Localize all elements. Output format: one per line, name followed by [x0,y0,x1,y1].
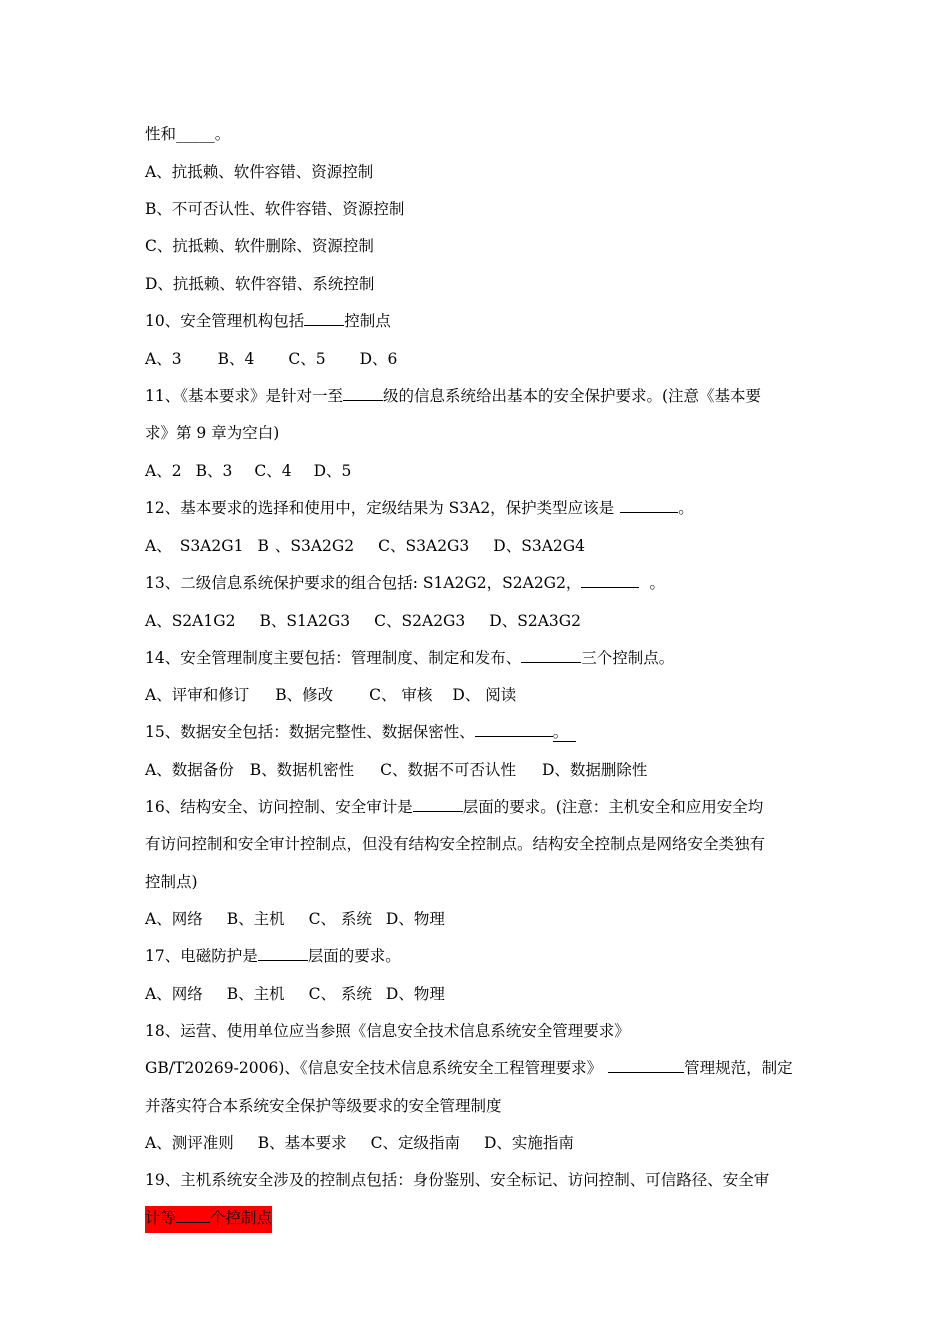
q15-stem-part2: 。 [553,723,577,742]
q10-stem [145,311,810,331]
q16-option-c: C、 系统 [308,910,372,928]
q19-blank [176,1208,210,1223]
q16-option-d: D、物理 [385,910,445,928]
q16-blank [413,797,463,812]
q11-stem-part1: 11、《基本要求》是针对一至 [145,387,343,405]
q15-blank [475,722,553,737]
q13-option-c: C、S2A2G3 [374,612,466,630]
q16-stem [145,797,810,817]
q13-stem-part2: 。 [649,574,665,592]
q11-stem-cont: 求》第 9 章为空白) [145,424,280,442]
q17-option-a: A、网络 [145,985,203,1003]
q16-stem-cont2: 控制点) [145,873,198,891]
q18-options [145,1133,810,1153]
q18-stem-cont1 [145,1058,810,1078]
q17-stem-part2: 层面的要求。 [307,947,401,965]
q19-stem-part2: 计等 [145,1209,177,1227]
q17-option-b: B、主机 [226,985,285,1003]
q9-option-c: C、抗抵赖、软件删除、资源控制 [145,237,374,255]
q11-option-c: C、4 [254,462,292,480]
q9-option-a: A、抗抵赖、软件容错、资源控制 [145,163,374,181]
q9-continuation: 性和_____。 [145,125,231,143]
q12-option-d: D、S3A2G4 [493,537,586,555]
q13-option-a: A、S2A1G2 [145,612,236,630]
q12-options [145,536,810,556]
q14-stem-part1: 14、安全管理制度主要包括：管理制度、制定和发布、 [145,649,522,667]
q11-stem [145,386,810,406]
q16-stem-part1: 16、结构安全、访问控制、安全审计是 [145,798,413,816]
q11-options [145,461,810,481]
q15-options [145,760,810,780]
q12-stem-part1: 12、基本要求的选择和使用中，定级结果为 S3A2，保护类型应该是 [145,499,615,517]
q18-option-b: B、基本要求 [257,1134,347,1152]
q13-option-d: D、S2A3G2 [489,612,582,630]
q10-stem-part2: 控制点 [344,312,391,330]
q11-stem-part2: 级的信息系统给出基本的安全保护要求。(注意《基本要 [382,387,762,405]
q9-option-d: D、抗抵赖、软件容错、系统控制 [145,275,375,293]
q11-option-b: B、3 [195,462,233,480]
q10-options [145,349,810,369]
q18-option-d: D、实施指南 [483,1134,574,1152]
q18-option-c: C、定级指南 [370,1134,460,1152]
q13-option-b: B、S1A2G3 [259,612,351,630]
q14-stem [145,648,810,668]
q12-stem-part2: 。 [678,499,694,517]
q11-blank [343,386,383,401]
q15-option-c: C、数据不可否认性 [380,761,516,779]
q15-stem [145,722,810,742]
q14-stem-part2: 三个控制点。 [581,649,675,667]
q18-stem-part3: 管理规范，制定 [684,1059,793,1077]
q19-highlight [145,1206,272,1233]
q17-stem [145,946,810,966]
q18-option-a: A、测评准则 [145,1134,234,1152]
q19-stem: 19、主机系统安全涉及的控制点包括：身份鉴别、安全标记、访问控制、可信路径、安全审 [145,1171,770,1189]
q15-stem-part1: 15、数据安全包括：数据完整性、数据保密性、 [145,723,475,741]
q13-stem-part1: 13、二级信息系统保护要求的组合包括: S1A2G2，S2A2G2， [145,574,582,592]
q16-stem-part2: 层面的要求。(注意：主机安全和应用安全均 [462,798,764,816]
q17-blank [258,946,308,961]
q14-blank [521,648,581,663]
q18-blank [608,1058,684,1073]
q10-stem-part1: 10、安全管理机构包括 [145,312,305,330]
q10-option-d: D、6 [359,350,398,368]
q12-option-c: C、S3A2G3 [378,537,470,555]
q19-stem-cont [145,1208,810,1228]
q16-option-a: A、网络 [145,910,203,928]
q17-option-c: C、 系统 [308,985,372,1003]
q12-stem [145,498,810,518]
q12-blank [620,498,678,513]
q14-option-a: A、评审和修订 [145,686,250,704]
q12-option-b: 、S3A2G2 [274,537,355,555]
q14-option-c: C、 审核 [369,686,433,704]
q16-options [145,909,810,929]
q17-options [145,984,810,1004]
q16-stem-cont1: 有访问控制和安全审计控制点，但没有结构安全控制点。结构安全控制点是网络安全类独有 [145,835,766,853]
q10-option-a: A、3 [145,350,182,368]
q15-option-d: D、数据删除性 [541,761,648,779]
q18-stem-cont2: 并落实符合本系统安全保护等级要求的安全管理制度 [145,1097,502,1115]
q14-option-d: D、 阅读 [452,686,517,704]
q18-stem-part2: GB/T20269-2006)、《信息安全技术信息系统安全工程管理要求》 [145,1059,603,1077]
q12-option-b-label: B [257,537,269,555]
q15-option-a: A、数据备份 [145,761,234,779]
q17-option-d: D、物理 [385,985,445,1003]
q13-blank [581,573,639,588]
q18-stem: 18、运营、使用单位应当参照《信息安全技术信息系统安全管理要求》 [145,1022,630,1040]
q10-option-b: B、4 [217,350,255,368]
q14-options [145,685,810,705]
q12-option-a: S3A2G1 [179,537,244,555]
q16-option-b: B、主机 [226,910,285,928]
q13-stem [145,573,810,593]
q11-option-a: A、2 [145,462,182,480]
q11-option-d: D、5 [313,462,352,480]
q10-blank [304,311,344,326]
q12-option-a-label: A、 [145,537,172,555]
q9-option-b: B、不可否认性、软件容错、资源控制 [145,200,405,218]
q15-option-b: B、数据机密性 [249,761,355,779]
q13-options [145,611,810,631]
q17-stem-part1: 17、电磁防护是 [145,947,258,965]
q14-option-b: B、修改 [275,686,334,704]
q10-option-c: C、5 [288,350,326,368]
q19-stem-part3: 个控制点 [210,1209,273,1227]
